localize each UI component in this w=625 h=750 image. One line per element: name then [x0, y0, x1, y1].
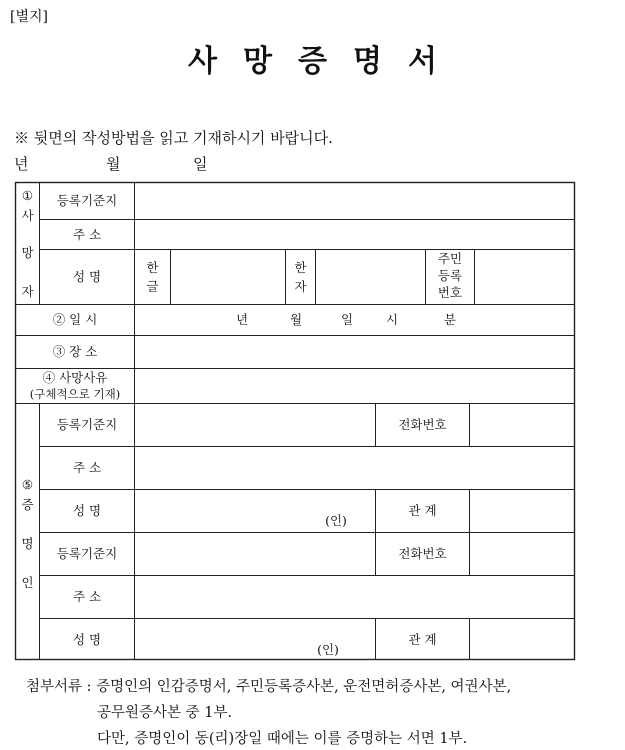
- witness2-relation-label: 관 계: [408, 632, 437, 647]
- date-month-label: 월: [106, 155, 121, 173]
- hangul-label-char-1: 한: [146, 260, 159, 275]
- hanja-label-char-2: 자: [294, 279, 307, 294]
- witness1-relation-label: 관 계: [408, 503, 437, 518]
- deceased-section-char-3: 자: [21, 284, 34, 299]
- rrn-label-line-1: 주민: [437, 251, 463, 266]
- cause-label-note: (구체적으로 기재): [29, 387, 121, 401]
- datetime-label: ② 일 시: [52, 312, 98, 327]
- witness1-seal-mark: (인): [325, 513, 347, 528]
- hanja-label-char-1: 한: [294, 260, 307, 275]
- place-label: ③ 장 소: [52, 344, 98, 359]
- deceased-address-label: 주 소: [72, 227, 102, 242]
- hangul-label-char-2: 글: [146, 279, 159, 294]
- witness2-seal-mark: (인): [317, 642, 339, 657]
- witness-section-char-1: 증: [21, 497, 34, 512]
- datetime-day-unit: 일: [340, 312, 354, 327]
- witness-section-number: ⑤: [21, 477, 34, 492]
- deceased-section-char-1: 사: [21, 208, 34, 223]
- witness-section-char-3: 인: [21, 575, 34, 590]
- witness1-name-label: 성 명: [72, 503, 102, 518]
- witness-section-char-2: 명: [21, 536, 34, 551]
- document-title: 사망증명서: [188, 44, 463, 79]
- attachments-line-3: 다만, 증명인이 동(리)장일 때에는 이를 증명하는 서면 1부.: [97, 731, 468, 747]
- datetime-hour-unit: 시: [385, 312, 399, 327]
- datetime-minute-unit: 분: [443, 312, 457, 327]
- datetime-month-unit: 월: [289, 312, 303, 327]
- date-year-label: 년: [14, 155, 29, 173]
- deceased-section-char-2: 망: [21, 245, 34, 260]
- deceased-name-label: 성 명: [72, 269, 102, 284]
- witness2-registry-label: 등록기준지: [56, 546, 118, 561]
- witness1-address-label: 주 소: [72, 460, 102, 475]
- datetime-year-unit: 년: [235, 312, 249, 327]
- annex-label: [별지]: [10, 9, 48, 25]
- instruction-notice: ※ 뒷면의 작성방법을 읽고 기재하시기 바랍니다.: [14, 129, 333, 147]
- witness2-address-label: 주 소: [72, 589, 102, 604]
- cause-label: ④ 사망사유: [42, 370, 108, 385]
- rrn-label-line-3: 번호: [437, 285, 463, 300]
- witness1-phone-label: 전화번호: [398, 417, 447, 432]
- attachments-line-2: 공무원증사본 중 1부.: [97, 705, 233, 721]
- attachments-label: 첨부서류 : 증명인의 인감증명서, 주민등록증사본, 운전면허증사본, 여권사본,: [26, 679, 512, 695]
- date-day-label: 일: [193, 155, 208, 173]
- witness1-registry-label: 등록기준지: [56, 417, 118, 432]
- rrn-label-line-2: 등록: [437, 268, 463, 283]
- witness2-phone-label: 전화번호: [398, 546, 447, 561]
- deceased-section-number: ①: [21, 188, 34, 203]
- deceased-registry-label: 등록기준지: [56, 193, 118, 208]
- witness2-name-label: 성 명: [72, 632, 102, 647]
